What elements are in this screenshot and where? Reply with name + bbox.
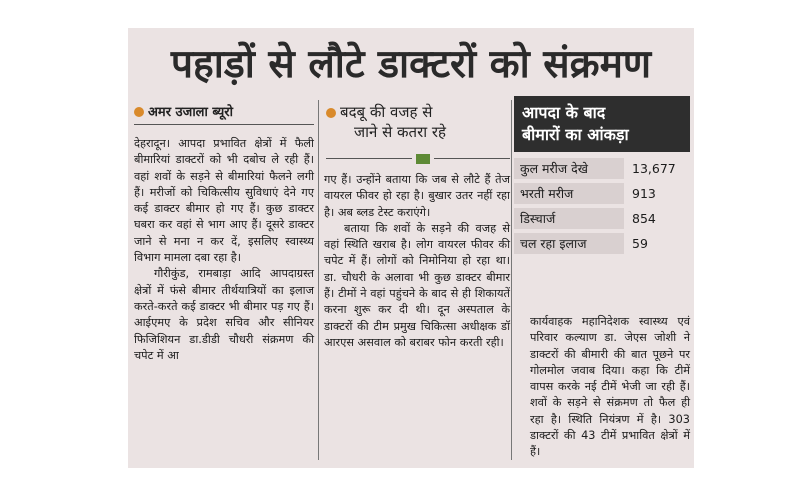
stats-value: 913 <box>632 186 656 201</box>
stats-box-title-line-1: आपदा के बाद <box>522 103 606 122</box>
col2-paragraph-2: बताया कि शवों के सड़ने की वजह से वहां स्थिति खराब है। लोग वायरल फीवर की चपेट में हैं। लोगों को निमोनिया हो रहा था। डा. चौधरी के अलावा भी कुछ डाक्टर बीमार हैं। टीमों ने वहां पहुंचने के बाद से ही शिकायतें करना शुरू कर दी थी। दून अस्पताल के डाक्टरों की टीम प्रमुख चिकित्सा अधीक्षक डॉ आरएस असवाल को बराबर फोन करती रही। <box>324 221 510 349</box>
byline-rule <box>134 124 314 125</box>
stats-value: 854 <box>632 211 656 226</box>
stats-box-title <box>514 96 690 152</box>
subheading-line-2: जाने से कतरा रहे <box>354 123 446 141</box>
stats-label: डिस्चार्ज <box>514 208 624 229</box>
subheading-text-1: बदबू की वजह से <box>340 103 433 121</box>
square-icon <box>416 154 430 164</box>
subheading-line-1 <box>326 102 510 122</box>
stats-row <box>514 158 690 181</box>
byline <box>134 102 233 120</box>
column-3 <box>514 314 690 461</box>
col1-paragraph-1: देहरादून। आपदा प्रभावित क्षेत्रों में फैली बीमारियां डाक्टरों को भी दबोच ले रही हैं। वहां शवों के सड़ने से बीमारियां फैलने लगी हैं। मरीजों को चिकित्सीय सुविधाएं देने गए कई डाक्टर बीमार हो गए हैं। कुछ डाक्टर घबरा कर वहां से भाग आए हैं। दूसरे डाक्टर जाने से मना न कर दें, इसलिए स्वास्थ्य विभाग मामला दबा रहा है। <box>134 137 314 265</box>
stats-row <box>514 183 690 206</box>
news-clipping <box>128 28 694 468</box>
stats-row <box>514 233 690 256</box>
stats-value: 13,677 <box>632 161 676 176</box>
bullet-icon <box>326 108 336 118</box>
bullet-icon <box>134 107 144 117</box>
column-2 <box>324 172 510 351</box>
stats-label: कुल मरीज देखे <box>514 158 624 179</box>
stats-value: 59 <box>632 236 648 251</box>
column-1 <box>134 136 314 364</box>
stats-row <box>514 208 690 231</box>
subhead-rule-right <box>434 158 510 159</box>
stats-table <box>514 158 690 258</box>
column-divider-1 <box>318 100 319 460</box>
col1-paragraph-2: गौरीकुंड, रामबाड़ा आदि आपदाग्रस्त क्षेत्रों में फंसे बीमार तीर्थयात्रियों का इलाज करते-करते कई डाक्टर भी बीमार पड़ गए हैं। आईएमए के प्रदेश सचिव और सीनियर फिजिशियन डा.डीडी चौधरी संक्रमण की चपेट में आ <box>134 267 314 362</box>
stats-label: भरती मरीज <box>514 183 624 204</box>
subhead-rule-left <box>326 158 412 159</box>
col3-paragraph-1: कार्यवाहक महानिदेशक स्वास्थ्य एवं परिवार कल्याण डा. जेएस जोशी ने डाक्टरों की बीमारी की बात पूछने पर गोलमोल जवाब दिया। कहा कि टीमें वापस करके नई टीमें भेजी जा रही हैं। शवों के सड़ने से संक्रमण तो फैल ही रहा है। स्थिति नियंत्रण में है। 303 डाक्टरों की 43 टीमें प्रभावित क्षेत्रों में हैं। <box>530 315 690 459</box>
col2-paragraph-1: गए हैं। उन्होंने बताया कि जब से लौटे हैं तेज वायरल फीवर हो रहा है। बुखार उतर नहीं रहा है। अब ब्लड टेस्ट कराएंगे। <box>324 173 510 219</box>
column-divider-2 <box>511 100 512 460</box>
subheading <box>326 102 510 142</box>
stats-box-title-line-2: बीमारों का आंकड़ा <box>522 125 629 144</box>
byline-text: अमर उजाला ब्यूरो <box>148 105 233 120</box>
stats-label: चल रहा इलाज <box>514 233 624 254</box>
headline: पहाड़ों से लौटे डाक्टरों को संक्रमण <box>170 42 652 87</box>
